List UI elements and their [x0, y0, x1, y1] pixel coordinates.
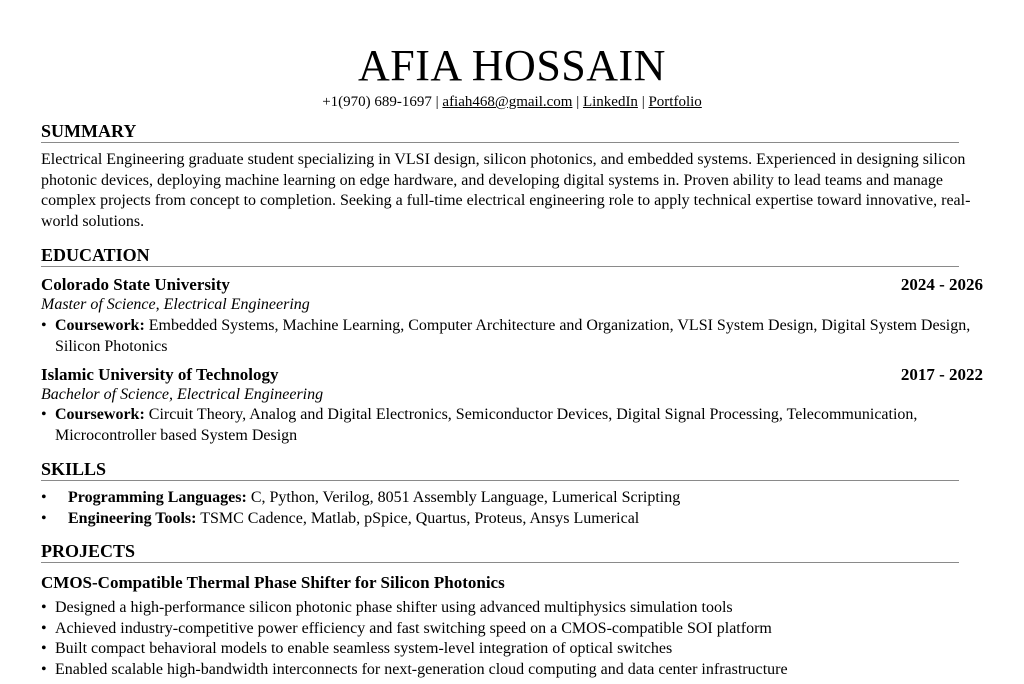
education-heading: EDUCATION: [41, 244, 959, 267]
portfolio-link[interactable]: Portfolio: [648, 94, 702, 110]
summary-text: Electrical Engineering graduate student specializing in VLSI design, silicon photonics, and embedded systems. Experienced in designing silicon photonic devices, deploying machine learning on edge hardware, and developing digital systems in. Proven ability to lead teams and manage complex projects from concept to completion. Seeking a full-time electrical engineering role to apply technical expertise toward innovative, real-world solutions.: [41, 151, 971, 231]
bullet-marker: •: [41, 620, 47, 637]
project-bullet-text: Achieved industry-competitive power efficiency and fast switching speed on a CMOS-compatible SOI platform: [55, 620, 772, 637]
phone-number: +1(970) 689-1697: [322, 94, 432, 110]
skill-item: [41, 487, 983, 508]
project-bullet-text: Enabled scalable high-bandwidth interconnects for next-generation cloud computing and data center infrastructure: [55, 661, 788, 678]
coursework-text: Circuit Theory, Analog and Digital Electronics, Semiconductor Devices, Digital Signal Processing, Telecommunication, Microcontroller based System Design: [55, 406, 918, 444]
coursework-label: Coursework:: [55, 317, 145, 334]
coursework-label: Coursework:: [55, 406, 145, 423]
project-title: CMOS-Compatible Thermal Phase Shifter for Silicon Photonics: [41, 573, 505, 592]
projects-heading: PROJECTS: [41, 540, 959, 563]
bullet-marker: •: [41, 510, 47, 527]
separator: |: [576, 94, 580, 110]
skill-label: Programming Languages:: [68, 489, 247, 506]
bullet-marker: •: [41, 489, 47, 506]
degree: Bachelor of Science, Electrical Engineering: [41, 386, 324, 403]
bullet-marker: •: [41, 661, 47, 678]
contact-line: [41, 93, 983, 111]
project-bullet: [41, 618, 983, 639]
project-bullet: [41, 638, 983, 659]
project-bullet: [41, 659, 983, 680]
school-name: Islamic University of Technology: [41, 365, 279, 384]
bullet-marker: •: [41, 406, 47, 423]
bullet-marker: •: [41, 317, 47, 334]
coursework-item: [41, 315, 983, 357]
skill-value: C, Python, Verilog, 8051 Assembly Language, Lumerical Scripting: [246, 489, 681, 506]
skills-heading: SKILLS: [41, 458, 959, 481]
summary-heading: SUMMARY: [41, 120, 959, 143]
bullet-marker: •: [41, 640, 47, 657]
school-name: Colorado State University: [41, 275, 230, 294]
separator: |: [435, 94, 439, 110]
project-bullet-text: Built compact behavioral models to enable seamless system-level integration of optical switches: [55, 640, 673, 657]
coursework-item: [41, 404, 983, 446]
email-link[interactable]: afiah468@gmail.com: [442, 94, 573, 110]
coursework-text: Embedded Systems, Machine Learning, Computer Architecture and Organization, VLSI System Design, Digital System Design, Silicon Photonics: [55, 317, 971, 355]
education-dates: 2024 - 2026: [900, 275, 983, 294]
education-entry: [41, 364, 983, 385]
project-bullet-text: Designed a high-performance silicon photonic phase shifter using advanced multiphysics simulation tools: [55, 599, 733, 616]
project-bullet: [41, 597, 983, 618]
candidate-name: AFIA HOSSAIN: [358, 41, 666, 90]
degree: Master of Science, Electrical Engineering: [41, 296, 310, 313]
skill-item: [41, 508, 983, 529]
linkedin-link[interactable]: LinkedIn: [582, 94, 638, 110]
education-dates: 2017 - 2022: [900, 365, 983, 384]
skill-label: Engineering Tools:: [68, 510, 197, 527]
bullet-marker: •: [41, 599, 47, 616]
skill-value: TSMC Cadence, Matlab, pSpice, Quartus, Proteus, Ansys Lumerical: [196, 510, 640, 527]
separator: |: [641, 94, 645, 110]
education-entry: [41, 274, 983, 295]
